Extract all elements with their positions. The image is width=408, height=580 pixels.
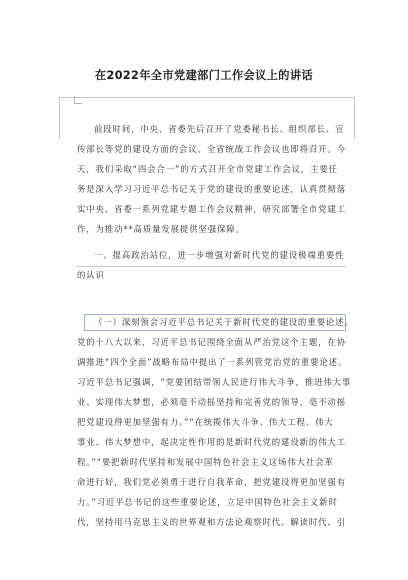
paragraph-line: 命进行好，我们党必须勇于进行自我革命，把党建设得更加坚强有 xyxy=(77,477,346,487)
paragraph-line: 业、实现伟大梦想，必须毫不动摇坚持和完善党的领导，毫不动摇 xyxy=(77,397,346,407)
crop-mark xyxy=(74,96,82,104)
paragraph-line: 事业、伟大梦想中，起决定性作用的是新时代党的建设新的伟大工 xyxy=(77,437,346,447)
paragraph-line: 习近平总书记强调，“党要团结带领人民进行伟大斗争，推进伟大事 xyxy=(77,377,352,387)
subsection-heading: （一）深刻领会习近平总书记关于新时代党的建设的重要论述。 xyxy=(94,317,354,327)
paragraph-line: 程。”“要把新时代坚持和发展中国特色社会主义这场伟大社会革 xyxy=(77,457,334,467)
paragraph-line: 实中央、省委一系列党建专题工作会议精神，研究部署全市党建工 xyxy=(77,204,346,214)
paragraph-line: 调推进“四个全面”战略布局中提出了一系列管党治党的重要论述。 xyxy=(77,357,348,367)
section-heading: 的认识 xyxy=(77,270,105,280)
paragraph-line: 作，为推动**高质量发展提供坚强保障。 xyxy=(77,224,245,234)
paragraph-line: 务是深入学习习近平总书记关于党的建设的重要论述，认真贯彻落 xyxy=(77,184,346,194)
document-title: 在2022年全市党建部门工作会议上的讲话 xyxy=(94,69,314,82)
paragraph-line: 党的十八大以来，习近平总书记围绕全面从严治党这个主题，在协 xyxy=(77,337,346,347)
paragraph-line: 把党建设得更加坚强有力。”“在统揽伟大斗争、伟大工程、伟大 xyxy=(77,417,334,427)
section-heading: 一、提高政治站位，进一步增强对新时代党的建设极端重要性 xyxy=(94,250,345,260)
paragraph-line: 代，坚持用马克思主义的世界观和方法论观察时代、解读时代、引 xyxy=(77,517,346,527)
paragraph-line: 力。”习近平总书记的这些重要论述，立足中国特色社会主义新时 xyxy=(77,497,338,507)
paragraph-line: 前段时间，中央、省委先后召开了党委秘书长、组织部长、宣 xyxy=(94,124,345,134)
paragraph-line: 天，我们采取“四会合一”的方式召开全市党建工作会议，主要任 xyxy=(77,164,338,174)
paragraph-line: 传部长等党的建设方面的会议，全省统战工作会议也即将召开。今 xyxy=(77,144,346,154)
